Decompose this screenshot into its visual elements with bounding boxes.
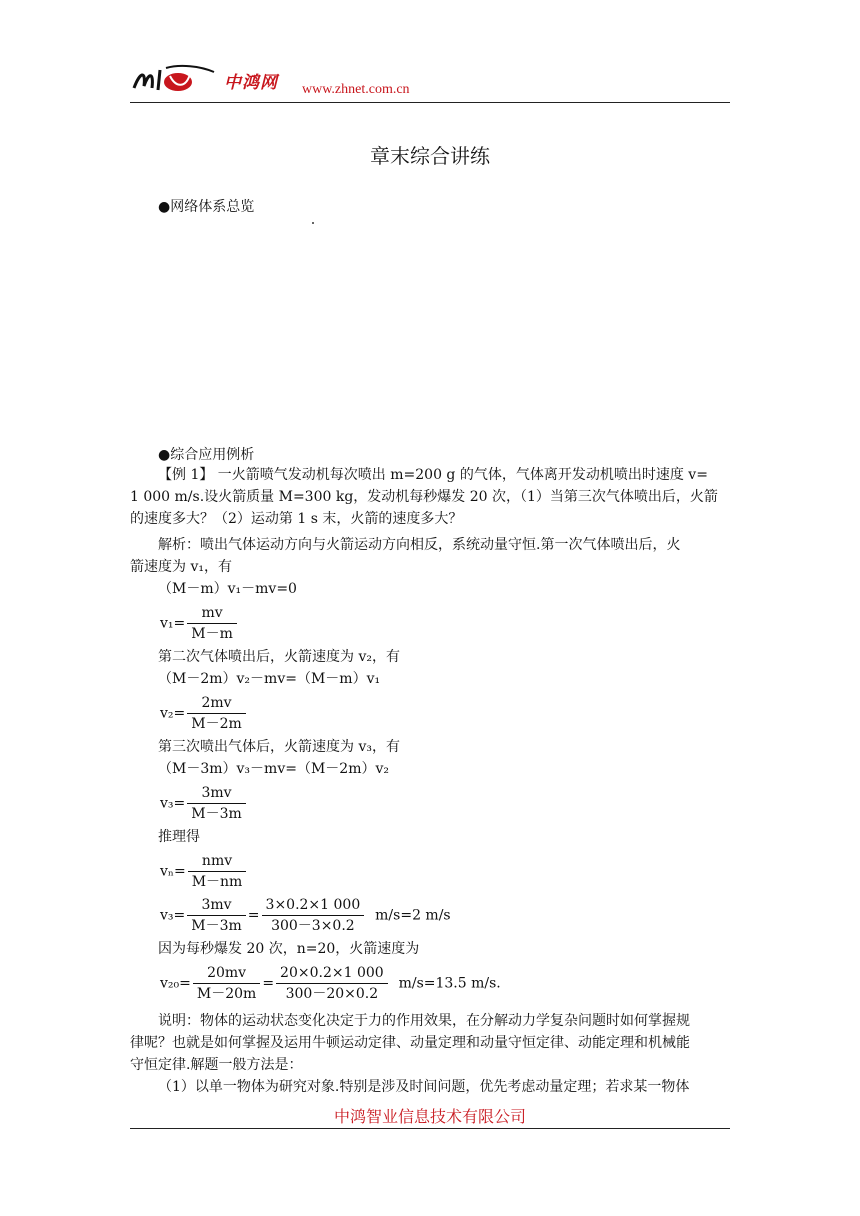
text-second-ejection: 第二次气体喷出后，火箭速度为 v₂，有 (158, 649, 400, 665)
equation-2: （M－2m）v₂－mv=（M－m）v₁ (158, 671, 381, 687)
page-header (130, 60, 730, 103)
page-title: 章末综合讲练 (370, 144, 490, 168)
text-induction: 推理得 (158, 829, 200, 845)
example-tag: 【例 1】 (158, 467, 214, 483)
example-line-2: 1 000 m/s.设火箭质量 M=300 kg，发动机每秒爆发 20 次，（1）当第三次气体喷出后，火箭 (130, 489, 718, 505)
formula-v2: v₂= $\frac{2mv}{M-2m}$ (160, 694, 248, 733)
formula-v20-calc: v₂₀= $\frac{20mv}{M-20m}$ = $\frac{20\times 0.2\times 1 000}{300-20\times 0.2}$ m/s=13.5 m/s. (160, 965, 501, 1002)
example-line-3: 的速度多大？（2）运动第 1 s 末，火箭的速度多大？ (130, 511, 463, 527)
text-third-ejection: 第三次喷出气体后，火箭速度为 v₃，有 (158, 739, 400, 755)
zhnet-logo-icon (130, 62, 218, 96)
section-heading-examples: ●综合应用例析 (158, 447, 255, 463)
note-line-3: 守恒定律.解题一般方法是： (130, 1057, 303, 1073)
site-url: www.zhnet.com.cn (302, 82, 410, 97)
footer-company: 中鸿智业信息技术有限公司 (333, 1107, 526, 1126)
example-line-1: 【例 1】 一火箭喷气发动机每次喷出 m=200 g 的气体，气体离开发动机喷出时速度 v= (158, 467, 708, 483)
note-line-1: 说明：物体的运动状态变化决定于力的作用效果，在分解动力学复杂问题时如何掌握规 (158, 1013, 690, 1029)
equation-1: （M－m）v₁－mv=0 (158, 581, 297, 597)
formula-v1: v₁= $\frac{mv}{M-m}$ (160, 604, 239, 643)
formula-v3: v₃= $\frac{3mv}{M-3m}$ (160, 784, 248, 823)
analysis-line-2: 箭速度为 v₁，有 (130, 559, 232, 575)
analysis-line-1: 解析：喷出气体运动方向与火箭运动方向相反，系统动量守恒.第一次气体喷出后，火 (158, 537, 681, 553)
stray-dot (312, 222, 314, 224)
page-footer (130, 1104, 730, 1129)
section-heading-overview: ●网络体系总览 (158, 199, 255, 215)
formula-vn: vₙ= $\frac{\text{nmv}}{M-nm}$ (160, 852, 248, 891)
note-line-4: （1）以单一物体为研究对象.特别是涉及时间问题，优先考虑动量定理；若求某一物体 (158, 1079, 690, 1095)
formula-v3-calc: v₃= $\frac{3mv}{M-3m}$ = $\frac{3\times 0.2\times 1 000}{300-3\times 0.2}$ m/s=2 m/s (160, 897, 451, 934)
text-twenty-ejections: 因为每秒爆发 20 次，n=20，火箭速度为 (158, 941, 420, 957)
brand-name: 中鸿网 (224, 73, 278, 93)
note-line-2: 律呢？也就是如何掌握及运用牛顿运动定律、动量定理和动量守恒定律、动能定理和机械能 (130, 1035, 690, 1051)
equation-3: （M－3m）v₃－mv=（M－2m）v₂ (158, 761, 389, 777)
